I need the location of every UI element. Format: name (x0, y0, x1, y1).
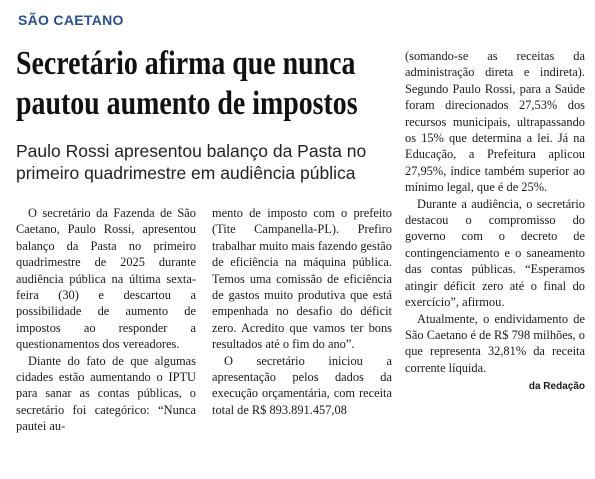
paragraph: O secretário da Fazenda de São Caetano, Paulo Rossi, apresentou balanço da Pasta no primeiro quadrimestre de 2025 durante audiência pública na última sexta-feira (30) e descartou a possibilidade de aumento de impostos ao responder a questionamentos dos vereadores. (16, 206, 196, 352)
subtitle: Paulo Rossi apresentou balanço da Pasta no primeiro quadrimestre em audiência pública (16, 141, 367, 183)
paragraph: Atualmente, o endividamento de São Caetano é de R$ 798 milhões, o que representa 32,81% da receita corrente líquida. (405, 311, 585, 375)
body-column-2 (212, 205, 392, 418)
paragraph: O secretário iniciou a apresentação pelos dados da execução orçamentária, com receita total de R$ 893.891.457,08 (212, 353, 392, 417)
body-column-1 (16, 205, 196, 435)
paragraph: Durante a audiência, o secretário destacou o compromisso do governo com o decreto de contingenciamento e o saneamento das contas públicas. “Esperamos atingir déficit zero até o final do exercício”, afirmou. (405, 196, 585, 310)
headline-line-1: Secretário afirma que nunca (16, 45, 356, 82)
body-column-3 (405, 48, 585, 396)
author-credit: da Redação (528, 381, 585, 393)
paragraph: (somando-se as receitas da administração direta e indireta). Segundo Paulo Rossi, para a Saúde foram direcionados 27,53% dos recursos municipais, ultrapassando os 15% que determina a lei. Já na Educação, a Prefeitura aplicou 27,95%, índice também superior ao mínimo legal, que é de 25%. (405, 49, 585, 195)
paragraph: mento de imposto com o prefeito (Tite Campanella-PL). Prefiro trabalhar muito mais fazendo gestão de eficiência na máquina pública. Temos uma comissão de eficiência de gastos muito produtiva que está empenhada no desafio do déficit zero. Acredito que vamos ter bons resultados até o fim do ano”. (212, 206, 392, 352)
section-label: SÃO CAETANO (18, 12, 124, 28)
headline (16, 44, 358, 124)
paragraph: Diante do fato de que algumas cidades estão aumentando o IPTU para sanar as contas públicas, o secretário foi categórico: “Nunca pautei au- (16, 353, 196, 434)
headline-line-2: pautou aumento de impostos (16, 85, 358, 122)
